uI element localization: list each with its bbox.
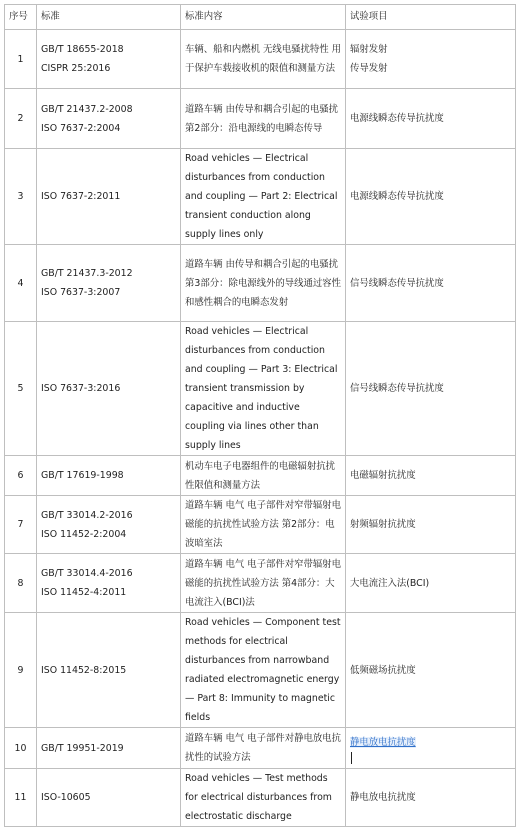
- row-number: 4: [5, 245, 37, 322]
- test-item: 静电放电抗扰度: [350, 792, 416, 803]
- test-items: [346, 554, 516, 613]
- standard-code: ISO 7637-3:2016: [41, 383, 121, 394]
- table-row: [5, 89, 516, 149]
- test-items: [346, 89, 516, 149]
- standard-code: GB/T 21437.2-2008: [41, 103, 133, 115]
- standard-codes: [37, 613, 181, 728]
- header-no: 序号: [5, 5, 37, 30]
- standard-content: Road vehicles — Electrical disturbances from conduction and coupling — Part 3: Electrical transient transmission by capacitive and inductive coupling via lines other than supply lines: [181, 322, 346, 456]
- header-content: 标准内容: [181, 5, 346, 30]
- standard-code: ISO 11452-4:2011: [41, 587, 127, 598]
- standard-content: Road vehicles — Test methods for electrical disturbances from electrostatic discharge: [181, 769, 346, 827]
- standard-code: ISO 7637-2:2011: [41, 191, 121, 202]
- standard-codes: [37, 245, 181, 322]
- test-item: 低频磁场抗扰度: [350, 664, 416, 676]
- test-items: [346, 613, 516, 728]
- standard-code: CISPR 25:2016: [41, 63, 111, 74]
- row-number: 10: [5, 728, 37, 769]
- table-row: [5, 613, 516, 728]
- table-row: [5, 728, 516, 769]
- row-number: 3: [5, 149, 37, 245]
- test-item: 信号线瞬态传导抗扰度: [350, 383, 444, 394]
- test-items: [346, 322, 516, 456]
- standard-content: 道路车辆 由传导和耦合引起的电骚扰 第2部分：沿电源线的电瞬态传导: [181, 89, 346, 149]
- row-number: 6: [5, 456, 37, 496]
- test-items: [346, 149, 516, 245]
- table-row: [5, 554, 516, 613]
- row-number: 2: [5, 89, 37, 149]
- test-item: 电磁辐射抗扰度: [350, 470, 416, 481]
- table-row: [5, 149, 516, 245]
- table-row: [5, 456, 516, 496]
- table-row: [5, 322, 516, 456]
- standard-content: 道路车辆 电气 电子部件对窄带辐射电磁能的抗扰性试验方法 第4部分：大电流注入(BCI)法: [181, 554, 346, 613]
- standard-code: GB/T 19951-2019: [41, 742, 124, 754]
- standard-code: ISO 7637-2:2004: [41, 122, 121, 134]
- row-number: 5: [5, 322, 37, 456]
- standard-code: ISO 7637-3:2007: [41, 287, 121, 298]
- test-item: 电源线瞬态传导抗扰度: [350, 191, 444, 202]
- test-items: [346, 245, 516, 322]
- row-number: 9: [5, 613, 37, 728]
- standard-content: 道路车辆 由传导和耦合引起的电骚扰 第3部分：除电源线外的导线通过容性和感性耦合的电瞬态发射: [181, 245, 346, 322]
- standard-codes: [37, 322, 181, 456]
- text-cursor: [351, 752, 352, 764]
- test-item: 大电流注入法(BCI): [350, 577, 430, 589]
- test-item: 射频辐射抗扰度: [350, 519, 416, 530]
- standard-code: ISO-10605: [41, 792, 91, 803]
- test-items: [346, 769, 516, 827]
- standard-code: GB/T 17619-1998: [41, 470, 124, 481]
- row-number: 1: [5, 30, 37, 89]
- test-items: [346, 456, 516, 496]
- standard-code: GB/T 21437.3-2012: [41, 268, 133, 279]
- standard-codes: [37, 149, 181, 245]
- standard-codes: [37, 89, 181, 149]
- test-item: 辐射发射: [350, 44, 388, 55]
- standard-code: GB/T 33014.2-2016: [41, 509, 133, 521]
- standard-codes: [37, 30, 181, 89]
- standard-content: 道路车辆 电气 电子部件对静电放电抗扰性的试验方法: [181, 728, 346, 769]
- standard-codes: [37, 496, 181, 554]
- test-item: 电源线瞬态传导抗扰度: [350, 113, 444, 124]
- test-item: 传导发射: [350, 63, 388, 74]
- standard-code: ISO 11452-2:2004: [41, 528, 127, 540]
- row-number: 11: [5, 769, 37, 827]
- standard-codes: [37, 769, 181, 827]
- standard-content: Road vehicles — Electrical disturbances from conduction and coupling — Part 2: Electrical transient conduction along supply lines only: [181, 149, 346, 245]
- test-items: [346, 30, 516, 89]
- table-row: [5, 769, 516, 827]
- header-test-item: 试验项目: [346, 5, 516, 30]
- standards-table: [4, 4, 516, 827]
- standard-code: ISO 11452-8:2015: [41, 664, 127, 676]
- standard-codes: [37, 456, 181, 496]
- table-header-row: [5, 5, 516, 30]
- test-items: [346, 728, 516, 769]
- header-standard: 标准: [37, 5, 181, 30]
- standard-code: GB/T 33014.4-2016: [41, 568, 133, 579]
- table-row: [5, 245, 516, 322]
- standard-content: 道路车辆 电气 电子部件对窄带辐射电磁能的抗扰性试验方法 第2部分：电波暗室法: [181, 496, 346, 554]
- standard-content: Road vehicles — Component test methods for electrical disturbances from narrowband radiated electromagnetic energy — Part 8: Immunity to magnetic fields: [181, 613, 346, 728]
- standard-content: 车辆、船和内燃机 无线电骚扰特性 用于保护车载接收机的限值和测量方法: [181, 30, 346, 89]
- test-items: [346, 496, 516, 554]
- table-row: [5, 496, 516, 554]
- table-row: [5, 30, 516, 89]
- test-item-link[interactable]: 静电放电抗扰度: [350, 736, 416, 748]
- standard-codes: [37, 728, 181, 769]
- row-number: 7: [5, 496, 37, 554]
- standard-codes: [37, 554, 181, 613]
- standard-content: 机动车电子电器组件的电磁辐射抗扰性限值和测量方法: [181, 456, 346, 496]
- standard-code: GB/T 18655-2018: [41, 44, 124, 55]
- row-number: 8: [5, 554, 37, 613]
- test-item: 信号线瞬态传导抗扰度: [350, 277, 444, 289]
